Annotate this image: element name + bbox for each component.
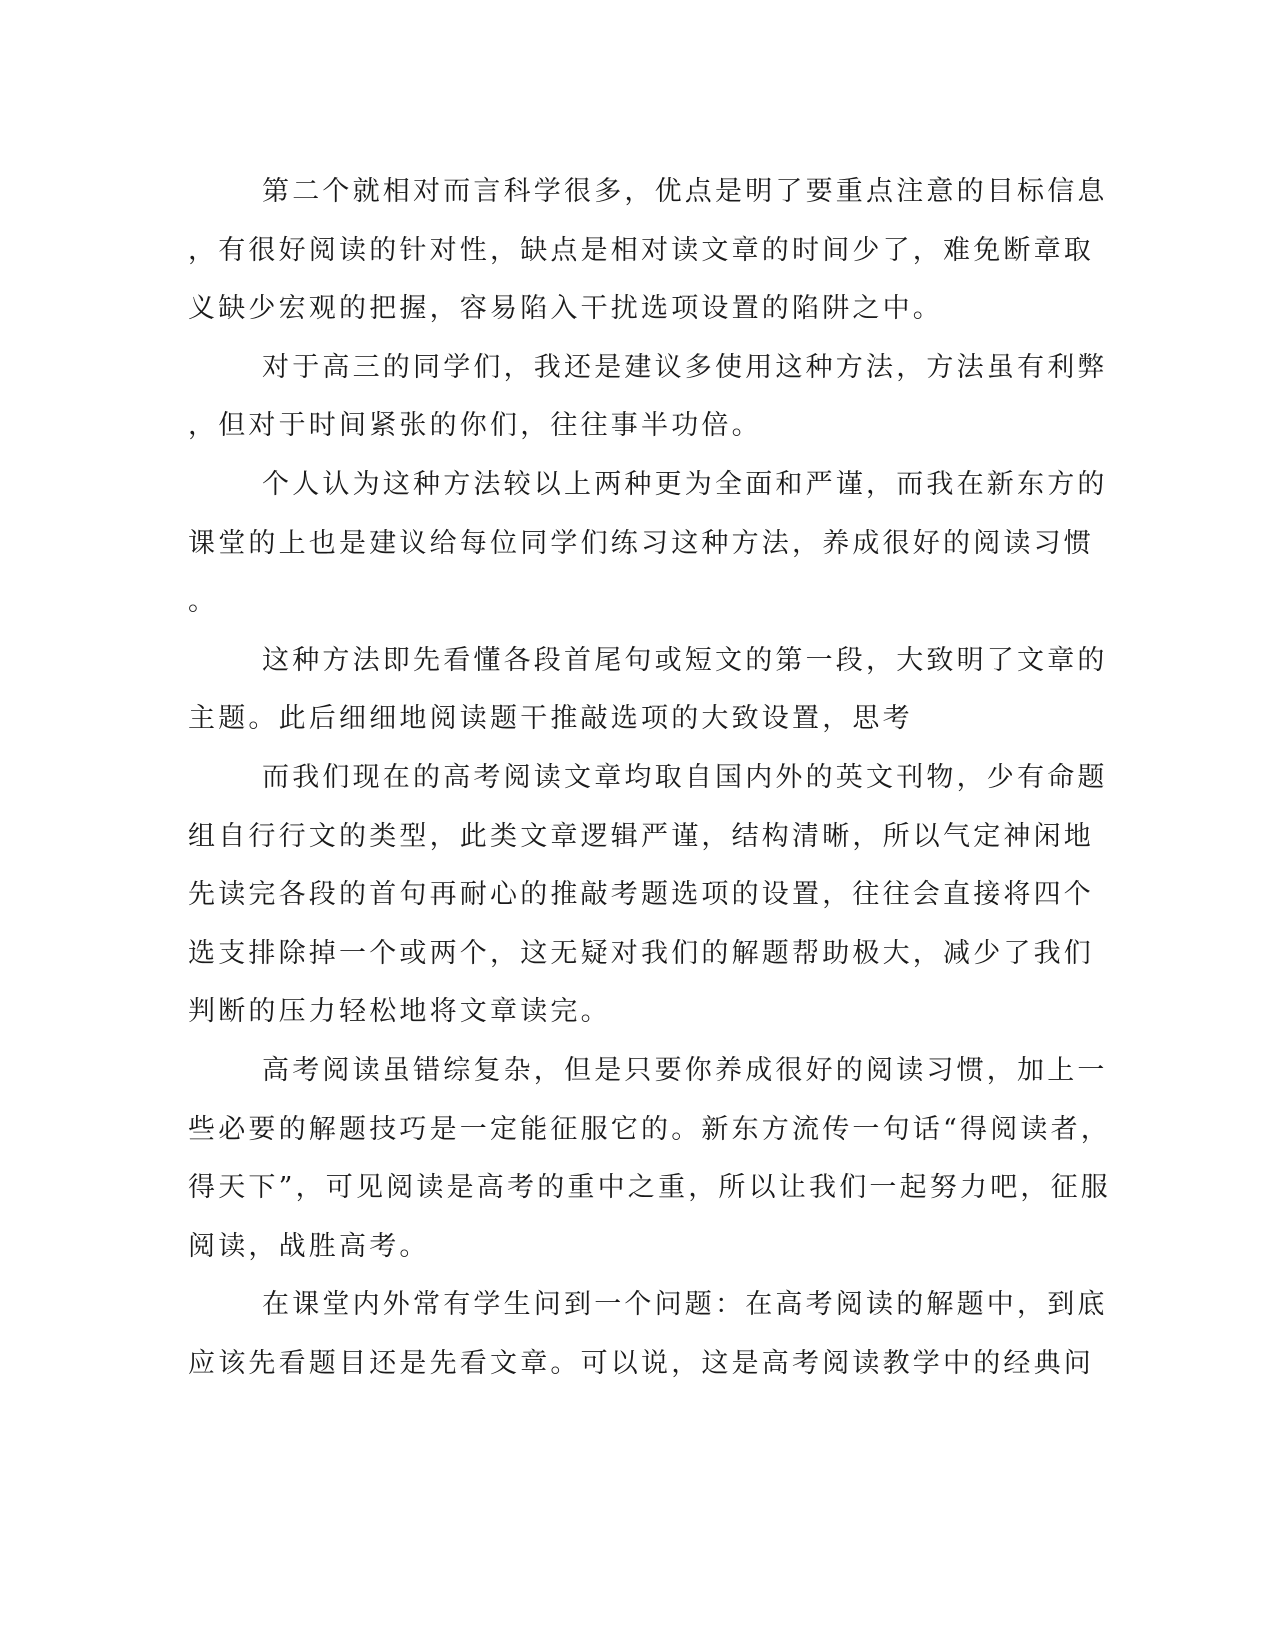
- paragraph-1: [188, 163, 1108, 339]
- text-line: 阅读，战胜高考。: [188, 1230, 430, 1262]
- paragraph-5: [188, 749, 1108, 1042]
- paragraph-4: [188, 632, 1108, 749]
- text-line: 选支排除掉一个或两个，这无疑对我们的解题帮助极大，减少了我们: [188, 937, 1094, 969]
- text-line: 判断的压力轻松地将文章读完。: [188, 996, 611, 1028]
- text-line: 些必要的解题技巧是一定能征服它的。新东方流传一句话“得阅读者，: [188, 1113, 1112, 1145]
- text-line: 对于高三的同学们，我还是建议多使用这种方法，方法虽有利弊: [262, 351, 1108, 383]
- text-line: 在课堂内外常有学生问到一个问题：在高考阅读的解题中，到底: [262, 1289, 1108, 1321]
- text-line: 应该先看题目还是先看文章。可以说，这是高考阅读教学中的经典问: [188, 1347, 1094, 1379]
- text-line: ，但对于时间紧张的你们，往往事半功倍。: [188, 410, 762, 442]
- text-line: ，有很好阅读的针对性，缺点是相对读文章的时间少了，难免断章取: [188, 234, 1094, 266]
- document-body: [188, 163, 1112, 1393]
- text-line: 课堂的上也是建议给每位同学们练习这种方法，养成很好的阅读习惯: [188, 527, 1094, 559]
- text-line: 而我们现在的高考阅读文章均取自国内外的英文刊物，少有命题: [262, 761, 1108, 793]
- text-line: 义缺少宏观的把握，容易陷入干扰选项设置的陷阱之中。: [188, 293, 943, 325]
- text-line: 这种方法即先看懂各段首尾句或短文的第一段，大致明了文章的: [262, 644, 1108, 676]
- text-line: 第二个就相对而言科学很多，优点是明了要重点注意的目标信息: [262, 176, 1108, 207]
- text-line: 个人认为这种方法较以上两种更为全面和严谨，而我在新东方的: [262, 468, 1108, 500]
- text-line: 高考阅读虽错综复杂，但是只要你养成很好的阅读习惯，加上一: [262, 1054, 1108, 1086]
- text-line: 组自行行文的类型，此类文章逻辑严谨，结构清晰，所以气定神闲地: [188, 820, 1094, 852]
- text-line: 主题。此后细细地阅读题干推敲选项的大致设置，思考: [188, 703, 913, 735]
- text-line: 先读完各段的首句再耐心的推敲考题选项的设置，往往会直接将四个: [188, 879, 1094, 911]
- text-line: 得天下”，可见阅读是高考的重中之重，所以让我们一起努力吧，征服: [188, 1172, 1112, 1204]
- paragraph-2: [188, 339, 1108, 456]
- paragraph-6: [188, 1042, 1112, 1276]
- text-line: 。: [188, 586, 219, 618]
- paragraph-3: [188, 456, 1108, 632]
- paragraph-7: [188, 1276, 1108, 1393]
